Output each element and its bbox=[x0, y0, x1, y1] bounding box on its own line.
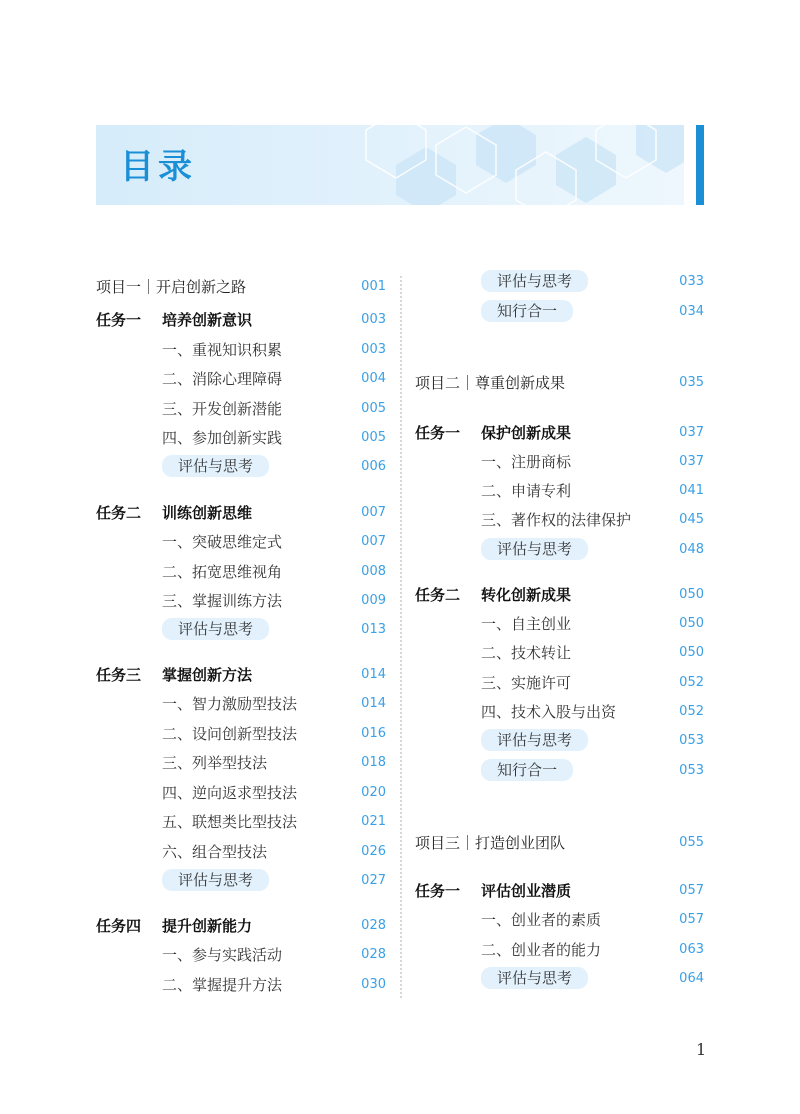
toc-entry-item: 一、自主创业 bbox=[481, 615, 572, 633]
toc-page-number: 006 bbox=[361, 459, 386, 474]
toc-entry-item: 二、创业者的能力 bbox=[481, 941, 602, 959]
title-banner bbox=[96, 125, 684, 205]
toc-page-number: 030 bbox=[361, 977, 386, 992]
toc-entry-project: 项目三｜打造创业团队 bbox=[415, 834, 566, 852]
section-pill: 评估与思考 bbox=[489, 967, 580, 989]
toc-page-number: 028 bbox=[361, 918, 386, 933]
toc-page-number: 053 bbox=[679, 763, 704, 778]
toc-entry-item: 四、技术入股与出资 bbox=[481, 703, 617, 721]
toc-page-number: 050 bbox=[679, 645, 704, 660]
toc-entry-item: 二、掌握提升方法 bbox=[162, 976, 283, 994]
toc-page-number: 045 bbox=[679, 512, 704, 527]
toc-page-number: 052 bbox=[679, 675, 704, 690]
toc-page-number: 034 bbox=[679, 304, 704, 319]
toc-entry-item: 三、开发创新潜能 bbox=[162, 400, 283, 418]
page-title: 目录 bbox=[120, 147, 196, 187]
task-title: 保护创新成果 bbox=[481, 424, 572, 442]
toc-page-number: 037 bbox=[679, 425, 704, 440]
toc-page-number: 052 bbox=[679, 704, 704, 719]
toc-page-number: 037 bbox=[679, 454, 704, 469]
section-pill: 评估与思考 bbox=[489, 729, 580, 751]
toc-page-number: 028 bbox=[361, 947, 386, 962]
toc-page-number: 064 bbox=[679, 971, 704, 986]
toc-entry-item: 一、注册商标 bbox=[481, 453, 572, 471]
toc-entry-item: 三、著作权的法律保护 bbox=[481, 511, 632, 529]
task-number: 任务四 bbox=[96, 917, 142, 935]
task-number: 任务三 bbox=[96, 666, 142, 684]
toc-page-number: 007 bbox=[361, 534, 386, 549]
section-pill: 评估与思考 bbox=[170, 455, 261, 477]
task-title: 掌握创新方法 bbox=[162, 666, 253, 684]
title-accent-bar bbox=[696, 125, 704, 205]
toc-page-number: 063 bbox=[679, 942, 704, 957]
toc-entry-pill bbox=[162, 869, 269, 891]
section-pill: 评估与思考 bbox=[489, 538, 580, 560]
task-number: 任务二 bbox=[96, 504, 142, 522]
toc-entry-pill bbox=[481, 270, 588, 292]
toc-page-number: 014 bbox=[361, 667, 386, 682]
task-number: 任务一 bbox=[415, 882, 461, 900]
toc-entry-task bbox=[96, 663, 252, 687]
toc-entry-item: 三、实施许可 bbox=[481, 674, 572, 692]
section-pill: 评估与思考 bbox=[489, 270, 580, 292]
toc-page-number: 055 bbox=[679, 835, 704, 850]
toc-entry-item: 四、逆向返求型技法 bbox=[162, 784, 298, 802]
toc-page-number: 033 bbox=[679, 274, 704, 289]
toc-entry-item: 二、设问创新型技法 bbox=[162, 725, 298, 743]
toc-entry-project: 项目一｜开启创新之路 bbox=[96, 278, 247, 296]
toc-page-number: 004 bbox=[361, 371, 386, 386]
toc-entry-item: 三、列举型技法 bbox=[162, 754, 268, 772]
toc-entry-task bbox=[415, 879, 571, 903]
toc-entry-item: 一、突破思维定式 bbox=[162, 533, 283, 551]
toc-entry-item: 三、掌握训练方法 bbox=[162, 592, 283, 610]
toc-entry-item: 四、参加创新实践 bbox=[162, 429, 283, 447]
column-divider bbox=[400, 276, 402, 998]
toc-page-number: 057 bbox=[679, 912, 704, 927]
toc-entry-task bbox=[415, 421, 571, 445]
toc-page-number: 050 bbox=[679, 587, 704, 602]
toc-entry-item: 一、重视知识积累 bbox=[162, 341, 283, 359]
toc-entry-item: 一、创业者的素质 bbox=[481, 911, 602, 929]
toc-page-number: 003 bbox=[361, 342, 386, 357]
toc-entry-item: 二、申请专利 bbox=[481, 482, 572, 500]
toc-page-number: 018 bbox=[361, 755, 386, 770]
toc-page-number: 053 bbox=[679, 733, 704, 748]
toc-entry-task bbox=[96, 308, 252, 332]
task-number: 任务二 bbox=[415, 586, 461, 604]
section-pill: 评估与思考 bbox=[170, 869, 261, 891]
toc-entry-pill bbox=[481, 538, 588, 560]
toc-page-number: 008 bbox=[361, 564, 386, 579]
section-pill: 评估与思考 bbox=[170, 618, 261, 640]
task-number: 任务一 bbox=[415, 424, 461, 442]
toc-entry-item: 二、技术转让 bbox=[481, 644, 572, 662]
toc-page-number: 021 bbox=[361, 814, 386, 829]
toc-page-number: 003 bbox=[361, 312, 386, 327]
toc-entry-project: 项目二｜尊重创新成果 bbox=[415, 374, 566, 392]
task-title: 培养创新意识 bbox=[162, 311, 253, 329]
section-pill: 知行合一 bbox=[489, 300, 565, 322]
toc-entry-task bbox=[415, 583, 571, 607]
toc-entry-pill bbox=[481, 729, 588, 751]
toc-entry-item: 二、拓宽思维视角 bbox=[162, 563, 283, 581]
toc-entry-pill bbox=[481, 967, 588, 989]
toc-page-number: 013 bbox=[361, 622, 386, 637]
toc-page-number: 048 bbox=[679, 542, 704, 557]
task-title: 训练创新思维 bbox=[162, 504, 253, 522]
toc-entry-item: 二、消除心理障碍 bbox=[162, 370, 283, 388]
toc-entry-item: 一、智力激励型技法 bbox=[162, 695, 298, 713]
toc-page-number: 009 bbox=[361, 593, 386, 608]
toc-entry-pill bbox=[481, 300, 573, 322]
task-title: 转化创新成果 bbox=[481, 586, 572, 604]
toc-page-number: 007 bbox=[361, 505, 386, 520]
toc-entry-pill bbox=[481, 759, 573, 781]
toc-page-number: 005 bbox=[361, 401, 386, 416]
task-number: 任务一 bbox=[96, 311, 142, 329]
task-title: 评估创业潜质 bbox=[481, 882, 572, 900]
toc-page-number: 020 bbox=[361, 785, 386, 800]
toc-entry-item: 六、组合型技法 bbox=[162, 843, 268, 861]
toc-page-number: 026 bbox=[361, 844, 386, 859]
toc-entry-item: 五、联想类比型技法 bbox=[162, 813, 298, 831]
toc-page-number: 057 bbox=[679, 883, 704, 898]
task-title: 提升创新能力 bbox=[162, 917, 253, 935]
toc-page-number: 027 bbox=[361, 873, 386, 888]
toc-entry-pill bbox=[162, 455, 269, 477]
page-number: 1 bbox=[696, 1040, 707, 1059]
toc-page-number: 041 bbox=[679, 483, 704, 498]
toc-entry-pill bbox=[162, 618, 269, 640]
toc-entry-item: 一、参与实践活动 bbox=[162, 946, 283, 964]
toc-page-number: 050 bbox=[679, 616, 704, 631]
toc-page-number: 005 bbox=[361, 430, 386, 445]
toc-entry-task bbox=[96, 914, 252, 938]
toc-page-number: 035 bbox=[679, 375, 704, 390]
section-pill: 知行合一 bbox=[489, 759, 565, 781]
toc-entry-task bbox=[96, 501, 252, 525]
toc-page-number: 001 bbox=[361, 279, 386, 294]
toc-page-number: 014 bbox=[361, 696, 386, 711]
toc-page-number: 016 bbox=[361, 726, 386, 741]
